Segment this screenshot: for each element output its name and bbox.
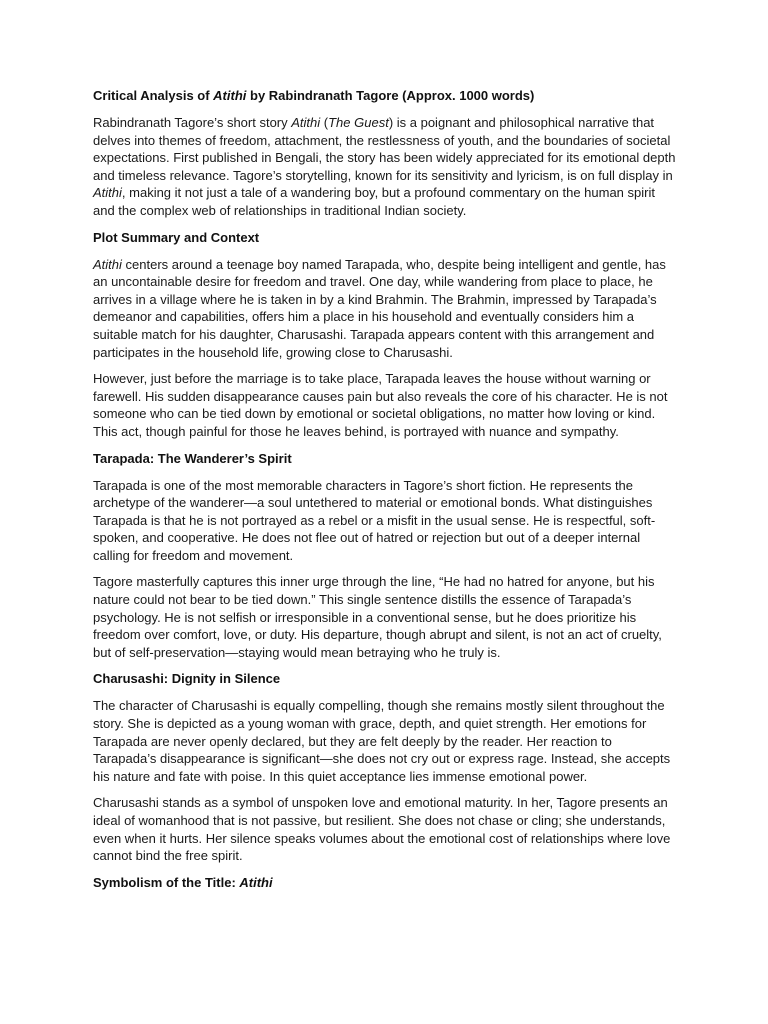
tarapada-paragraph-2: Tagore masterfully captures this inner urge through the line, “He had no hatred for anyone, but his nature could not bear to be tied down.” This single sentence distills the essence of Tarapada’s psychology. He is not selfish or irresponsible in a conventional sense, but he does prioritize his freedom over comfort, love, or duty. His departure, though abrupt and silent, is not an act of cruelty, but of self-preservation—staying would mean betraying who he truly is. xyxy=(93,574,662,660)
intro-text-2: ( xyxy=(320,115,329,130)
intro-italic-2: The Guest xyxy=(328,115,389,130)
symbolism-heading-text: Symbolism of the Title: xyxy=(93,874,240,890)
charusashi-paragraph-1: The character of Charusashi is equally compelling, though she remains mostly silent throughout the story. She is depicted as a young woman with grace, depth, and quiet strength. Her emotions for Tarapada are never openly declared, but they are felt deeply by the reader. Her reaction to Tarapada’s disappearance is significant—she does not cry out or express rage. Instead, she accepts his nature and fate with poise. In this quiet acceptance lies immense emotional power. xyxy=(93,698,671,784)
tarapada-paragraph-1: Tarapada is one of the most memorable characters in Tagore’s short fiction. He represents the archetype of the wanderer—a soul untethered to material or emotional bonds. What distinguishes Tarapada is that he is not portrayed as a rebel or a misfit in the usual sense. He is respectful, soft-spoken, and cooperative. He does not flee out of hatred or rejection but out of a deeper internal calling for freedom and movement. xyxy=(93,477,656,563)
section-heading-plot: Plot Summary and Context xyxy=(93,229,260,245)
intro-text-1: Rabindranath Tagore’s short story xyxy=(93,115,292,130)
intro-italic-1: Atithi xyxy=(291,115,321,130)
section-heading-tarapada: Tarapada: The Wanderer’s Spirit xyxy=(93,450,292,466)
section-heading-charusashi: Charusashi: Dignity in Silence xyxy=(93,671,281,687)
plot-italic-1: Atithi xyxy=(93,256,122,272)
symbolism-heading-italic: Atithi xyxy=(239,874,273,890)
title-text-before: Critical Analysis of xyxy=(93,88,214,103)
intro-italic-3: Atithi xyxy=(93,185,122,201)
plot-text-1: centers around a teenage boy named Tarapada, who, despite being intelligent and gentle, has an uncontainable desire for freedom and travel. One day, while wandering from place to place, he arrives in a village where he is taken in by a kind Brahmin. The Brahmin, impressed by Tarapada’s demeanor and capabilities, offers him a place in his household and eventually considers him a suitable match for his daughter, Charusashi. Tarapada appears content with this arrangement and participates in the household life, growing close to Charusashi. xyxy=(93,256,666,360)
plot-paragraph-2: However, just before the marriage is to take place, Tarapada leaves the house without warning or farewell. His sudden disappearance causes pain but also reveals the core of his character. He is not someone who can be tied down by emotional or societal obligations, no matter how loving or kind. This act, though painful for those he leaves behind, is portrayed with nuance and sympathy. xyxy=(93,371,668,439)
title-italic: Atithi xyxy=(213,88,247,103)
section-heading-symbolism xyxy=(93,874,676,892)
plot-paragraph-1 xyxy=(93,256,676,362)
document-title xyxy=(93,87,676,105)
intro-text-4: , making it not just a tale of a wandering boy, but a profound commentary on the human spirit and the complex web of relationships in traditional Indian society. xyxy=(93,185,655,218)
title-text-after: by Rabindranath Tagore (Approx. 1000 words) xyxy=(246,88,535,103)
intro-paragraph xyxy=(93,114,676,220)
intro-text-3: ) is a poignant and philosophical narrative that delves into themes of freedom, attachment, the restlessness of youth, and the boundaries of societal expectations. First published in Bengali, the story has been widely appreciated for its emotional depth and timeless relevance. Tagore’s storytelling, known for its sensitivity and lyricism, is on full display in xyxy=(93,115,676,183)
charusashi-paragraph-2: Charusashi stands as a symbol of unspoken love and emotional maturity. In her, Tagore presents an ideal of womanhood that is not passive, but resilient. She does not chase or cling; she understands, even when it hurts. Her silence speaks volumes about the emotional cost of relationships where love cannot bind the free spirit. xyxy=(93,795,671,864)
